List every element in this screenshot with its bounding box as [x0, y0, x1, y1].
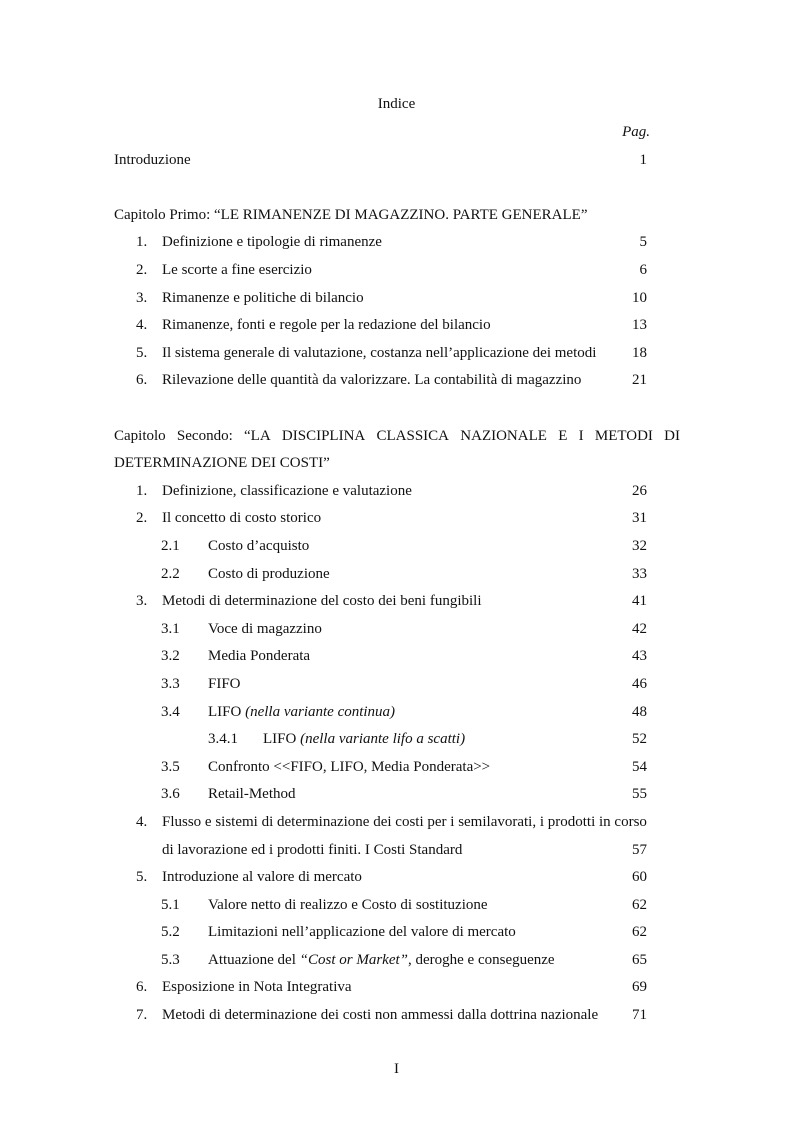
- toc-item-text: Flusso e sistemi di determinazione dei costi per i semilavorati, i prodotti in corso: [162, 814, 647, 830]
- chapter2-heading-line2: DETERMINAZIONE DEI COSTI”: [114, 455, 330, 471]
- toc-intro-label: Introduzione: [114, 152, 191, 168]
- toc-item-text: Metodi di determinazione dei costi non ammessi dalla dottrina nazionale: [162, 1007, 599, 1023]
- heading-word: E: [558, 428, 568, 444]
- toc-item-number: 4.: [136, 814, 148, 830]
- heading-word: Secondo:: [176, 428, 233, 444]
- toc-item-number: 6.: [136, 372, 148, 388]
- toc-item-number: 7.: [136, 1007, 148, 1023]
- toc-item-text: Le scorte a fine esercizio: [162, 262, 312, 278]
- heading-word: NAZIONALE: [460, 428, 547, 444]
- toc-subitem-number: 3.6: [161, 786, 180, 802]
- toc-item-page: 42: [632, 621, 647, 637]
- toc-subsubitem-number: 3.4.1: [208, 731, 238, 747]
- toc-item-text: Rimanenze e politiche di bilancio: [162, 290, 364, 306]
- toc-subitem-number: 3.3: [161, 676, 180, 692]
- toc-item-page: 60: [632, 869, 647, 885]
- toc-item-number: 5.: [136, 345, 148, 361]
- toc-item-number: 1.: [136, 234, 148, 250]
- toc-subitem-text-italic: “Cost or Market”: [299, 952, 408, 968]
- toc-item-page: 10: [632, 290, 647, 306]
- toc-subitem-number: 5.1: [161, 897, 180, 913]
- toc-subitem-text: Limitazioni nell’applicazione del valore di mercato: [208, 924, 516, 940]
- toc-subitem-text: Confronto <<FIFO, LIFO, Media Ponderata>>: [208, 759, 491, 775]
- toc-subitem-number: 3.5: [161, 759, 180, 775]
- toc-item-number: 6.: [136, 979, 148, 995]
- toc-item-page: 69: [632, 979, 647, 995]
- toc-item-page: 46: [632, 676, 647, 692]
- toc-item-number: 2.: [136, 262, 148, 278]
- toc-subitem-number: 3.1: [161, 621, 180, 637]
- toc-item-text: Il concetto di costo storico: [162, 510, 322, 526]
- toc-item-text: Esposizione in Nota Integrativa: [162, 979, 352, 995]
- toc-item-text: Rimanenze, fonti e regole per la redazione del bilancio: [162, 317, 491, 333]
- toc-item-text: Rilevazione delle quantità da valorizzare. La contabilità di magazzino: [162, 372, 582, 388]
- toc-item-text: Definizione, classificazione e valutazione: [162, 483, 412, 499]
- toc-subitem-text-pre: Attuazione del: [208, 952, 300, 968]
- toc-item-page: 5: [639, 234, 647, 250]
- chapter2-heading: [114, 427, 680, 445]
- toc-item-page: 48: [632, 704, 647, 720]
- chapter1-heading: Capitolo Primo: “LE RIMANENZE DI MAGAZZINO. PARTE GENERALE”: [114, 207, 588, 223]
- toc-intro-page: 1: [639, 152, 647, 168]
- heading-word: “LA: [244, 428, 271, 444]
- toc-item-page: 65: [632, 952, 647, 968]
- toc-item-page: 21: [632, 372, 647, 388]
- toc-item-page: 6: [639, 262, 647, 278]
- page-column-label: Pag.: [622, 124, 650, 140]
- toc-subitem-number: 2.1: [161, 538, 180, 554]
- toc-subitem-text: FIFO: [208, 676, 241, 692]
- toc-item-text: Definizione e tipologie di rimanenze: [162, 234, 382, 250]
- toc-item-page: 41: [632, 593, 647, 609]
- toc-subitem-text: Retail-Method: [208, 786, 296, 802]
- page-number-footer: I: [394, 1061, 399, 1077]
- toc-item-page: 71: [632, 1007, 647, 1023]
- toc-item-number: 3.: [136, 593, 148, 609]
- toc-subitem-number: 3.4: [161, 704, 180, 720]
- toc-subitem-text-main: LIFO: [208, 704, 242, 720]
- toc-item-page: 54: [632, 759, 647, 775]
- toc-subsubitem-text-italic: (nella variante lifo a scatti): [300, 731, 466, 747]
- toc-subsubitem-text-main: LIFO: [263, 731, 297, 747]
- toc-subsubitem-text: [263, 730, 465, 748]
- toc-item-number: 2.: [136, 510, 148, 526]
- toc-subitem-text: [208, 703, 395, 721]
- toc-item-text: Introduzione al valore di mercato: [162, 869, 362, 885]
- toc-subitem-number: 3.2: [161, 648, 180, 664]
- toc-item-page: 18: [632, 345, 647, 361]
- toc-item-page: 26: [632, 483, 647, 499]
- toc-subitem-text: [208, 951, 555, 969]
- heading-word: Capitolo: [114, 428, 166, 444]
- toc-subitem-text-post: , deroghe e conseguenze: [408, 952, 555, 968]
- toc-item-page: 62: [632, 924, 647, 940]
- toc-item-text: Metodi di determinazione del costo dei beni fungibili: [162, 593, 482, 609]
- heading-word: DI: [664, 428, 680, 444]
- toc-item-number: 3.: [136, 290, 148, 306]
- toc-subitem-text-italic: (nella variante continua): [245, 704, 396, 720]
- toc-item-page: 13: [632, 317, 647, 333]
- heading-word: I: [578, 428, 584, 444]
- toc-subitem-text: Costo d’acquisto: [208, 538, 310, 554]
- toc-subitem-number: 2.2: [161, 566, 180, 582]
- toc-item-page: 43: [632, 648, 647, 664]
- heading-word: DISCIPLINA: [281, 428, 366, 444]
- toc-subitem-text: Valore netto di realizzo e Costo di sostituzione: [208, 897, 488, 913]
- toc-subitem-number: 5.3: [161, 952, 180, 968]
- heading-word: METODI: [594, 428, 653, 444]
- toc-item-text: Il sistema generale di valutazione, costanza nell’applicazione dei metodi: [162, 345, 597, 361]
- toc-item-page: 33: [632, 566, 647, 582]
- toc-item-page: 52: [632, 731, 647, 747]
- toc-item-number: 1.: [136, 483, 148, 499]
- toc-subitem-text: Costo di produzione: [208, 566, 330, 582]
- toc-item-number: 4.: [136, 317, 148, 333]
- toc-item-page: 55: [632, 786, 647, 802]
- page-title: Indice: [377, 96, 416, 112]
- toc-item-page: 31: [632, 510, 647, 526]
- heading-word: CLASSICA: [376, 428, 450, 444]
- toc-subitem-text: Media Ponderata: [208, 648, 311, 664]
- toc-item-number: 5.: [136, 869, 148, 885]
- toc-item-page: 62: [632, 897, 647, 913]
- toc-subitem-text: Voce di magazzino: [208, 621, 322, 637]
- toc-subitem-number: 5.2: [161, 924, 180, 940]
- toc-item-page: 32: [632, 538, 647, 554]
- toc-item-text-line2: di lavorazione ed i prodotti finiti. I Costi Standard: [162, 842, 463, 858]
- toc-item-page: 57: [632, 842, 647, 858]
